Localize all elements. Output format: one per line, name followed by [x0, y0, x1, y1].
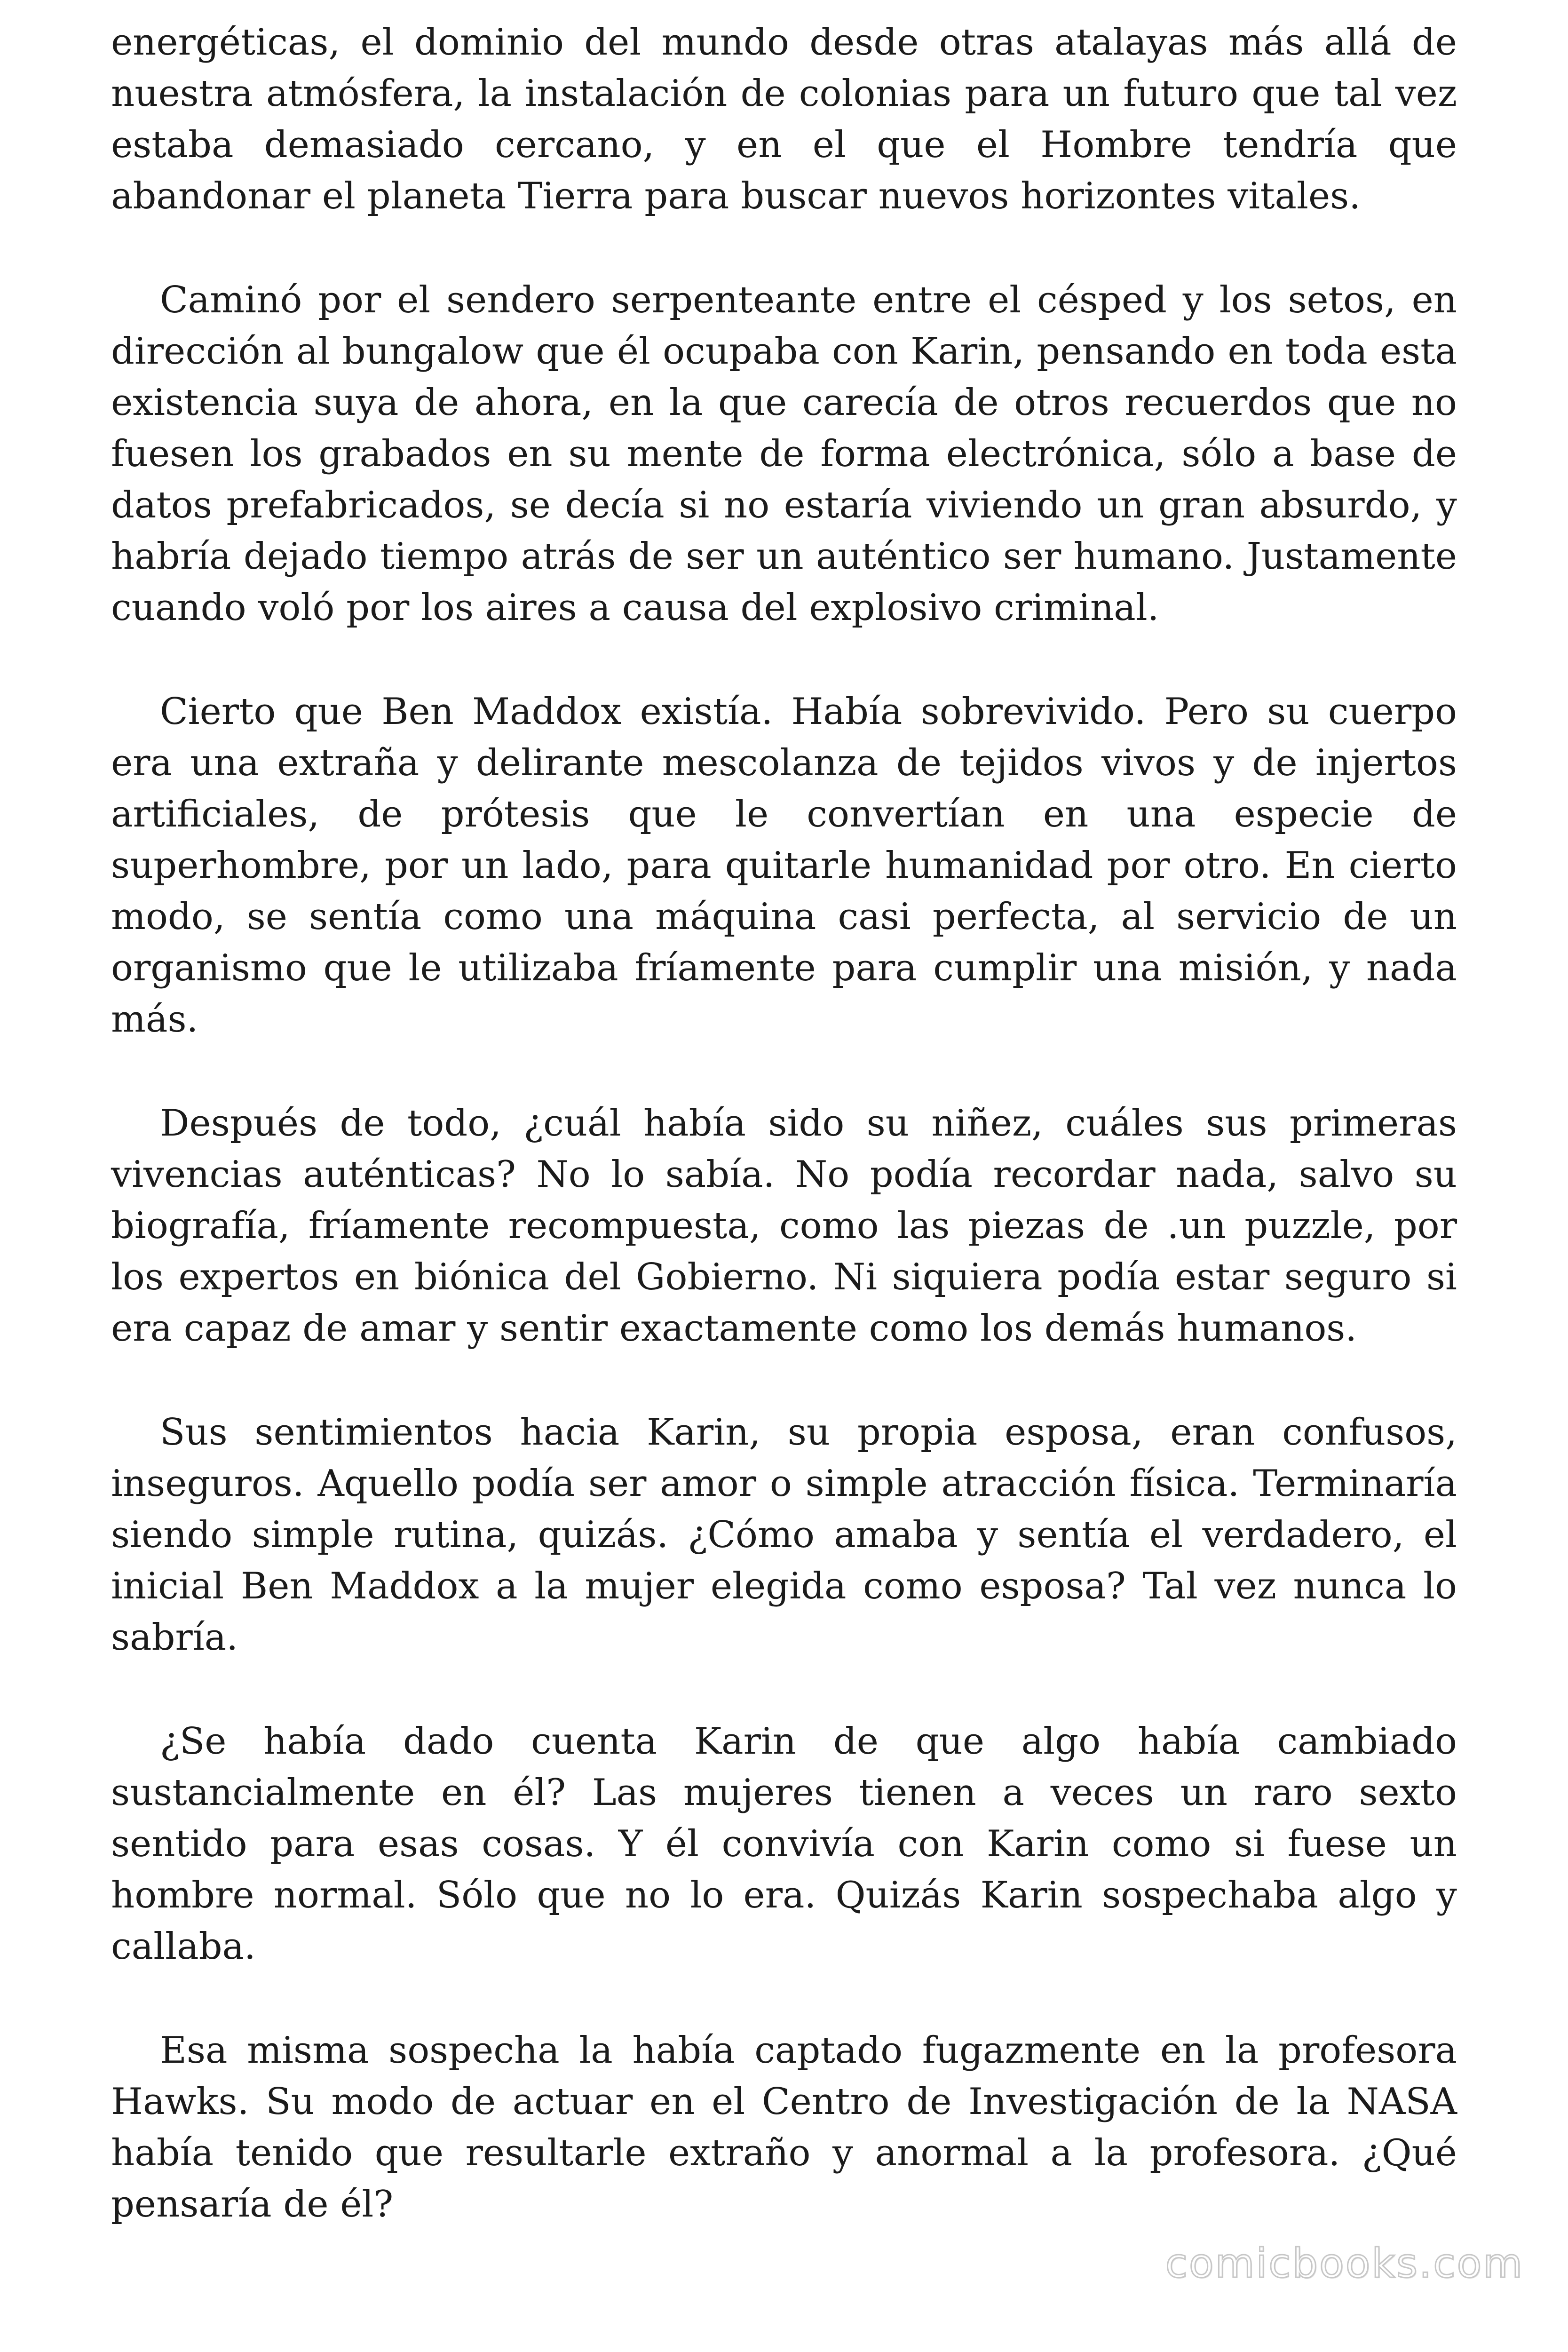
paragraph-2: Caminó por el sendero serpenteante entre el césped y los setos, en dirección al bungalow que él ocupaba con Karin, pensando en toda esta existencia suya de ahora, en la que carecía de otros recuerdos que no fuesen los grabados en su mente de forma electrónica, sólo a base de datos prefabricados, se decía si no estaría viviendo un gran absurdo, y habría dejado tiempo atrás de ser un auténtico ser humano. Justamente cuando voló por los aires a causa del explosivo criminal. — [111, 279, 1457, 629]
paragraph-5: Sus sentimientos hacia Karin, su propia esposa, eran confusos, inseguros. Aquello podía ser amor o simple atracción física. Terminaría siendo simple rutina, quizás. ¿Cómo amaba y sentía el verdadero, el inicial Ben Maddox a la mujer elegida como esposa? Tal vez nunca lo sabría. — [111, 1411, 1457, 1659]
paragraph-7: Esa misma sospecha la había captado fugazmente en la profesora Hawks. Su modo de actuar en el Centro de Investigación de la NASA había tenido que resultarle extraño y anormal a la profesora. ¿Qué pensaría de él? — [111, 2029, 1457, 2225]
page-body — [111, 17, 1457, 2283]
paragraph-4: Después de todo, ¿cuál había sido su niñez, cuáles sus primeras vivencias auténticas? No lo sabía. No podía recordar nada, salvo su biografía, fríamente recompuesta, como las piezas de .un puzzle, por los expertos en biónica del Gobierno. Ni siquiera podía estar seguro si era capaz de amar y sentir exactamente como los demás humanos. — [111, 1102, 1457, 1350]
paragraph-3: Cierto que Ben Maddox existía. Había sobrevivido. Pero su cuerpo era una extraña y delirante mescolanza de tejidos vivos y de injertos artificiales, de prótesis que le convertían en una especie de superhombre, por un lado, para quitarle humanidad por otro. En cierto modo, se sentía como una máquina casi perfecta, al servicio de un organismo que le utilizaba fríamente para cumplir una misión, y nada más. — [111, 691, 1457, 1041]
paragraph-6: ¿Se había dado cuenta Karin de que algo había cambiado sustancialmente en él? Las mujeres tienen a veces un raro sexto sentido para esas cosas. Y él convivía con Karin como si fuese un hombre normal. Sólo que no lo era. Quizás Karin sospechaba algo y callaba. — [111, 1720, 1457, 1968]
watermark: comicbooks.com — [1165, 2240, 1524, 2287]
paragraph-1: energéticas, el dominio del mundo desde otras atalayas más allá de nuestra atmósfera, la instalación de colonias para un futuro que tal vez estaba demasiado cercano, y en el que el Hombre tendría que abandonar el planeta Tierra para buscar nuevos horizontes vitales. — [111, 21, 1457, 217]
